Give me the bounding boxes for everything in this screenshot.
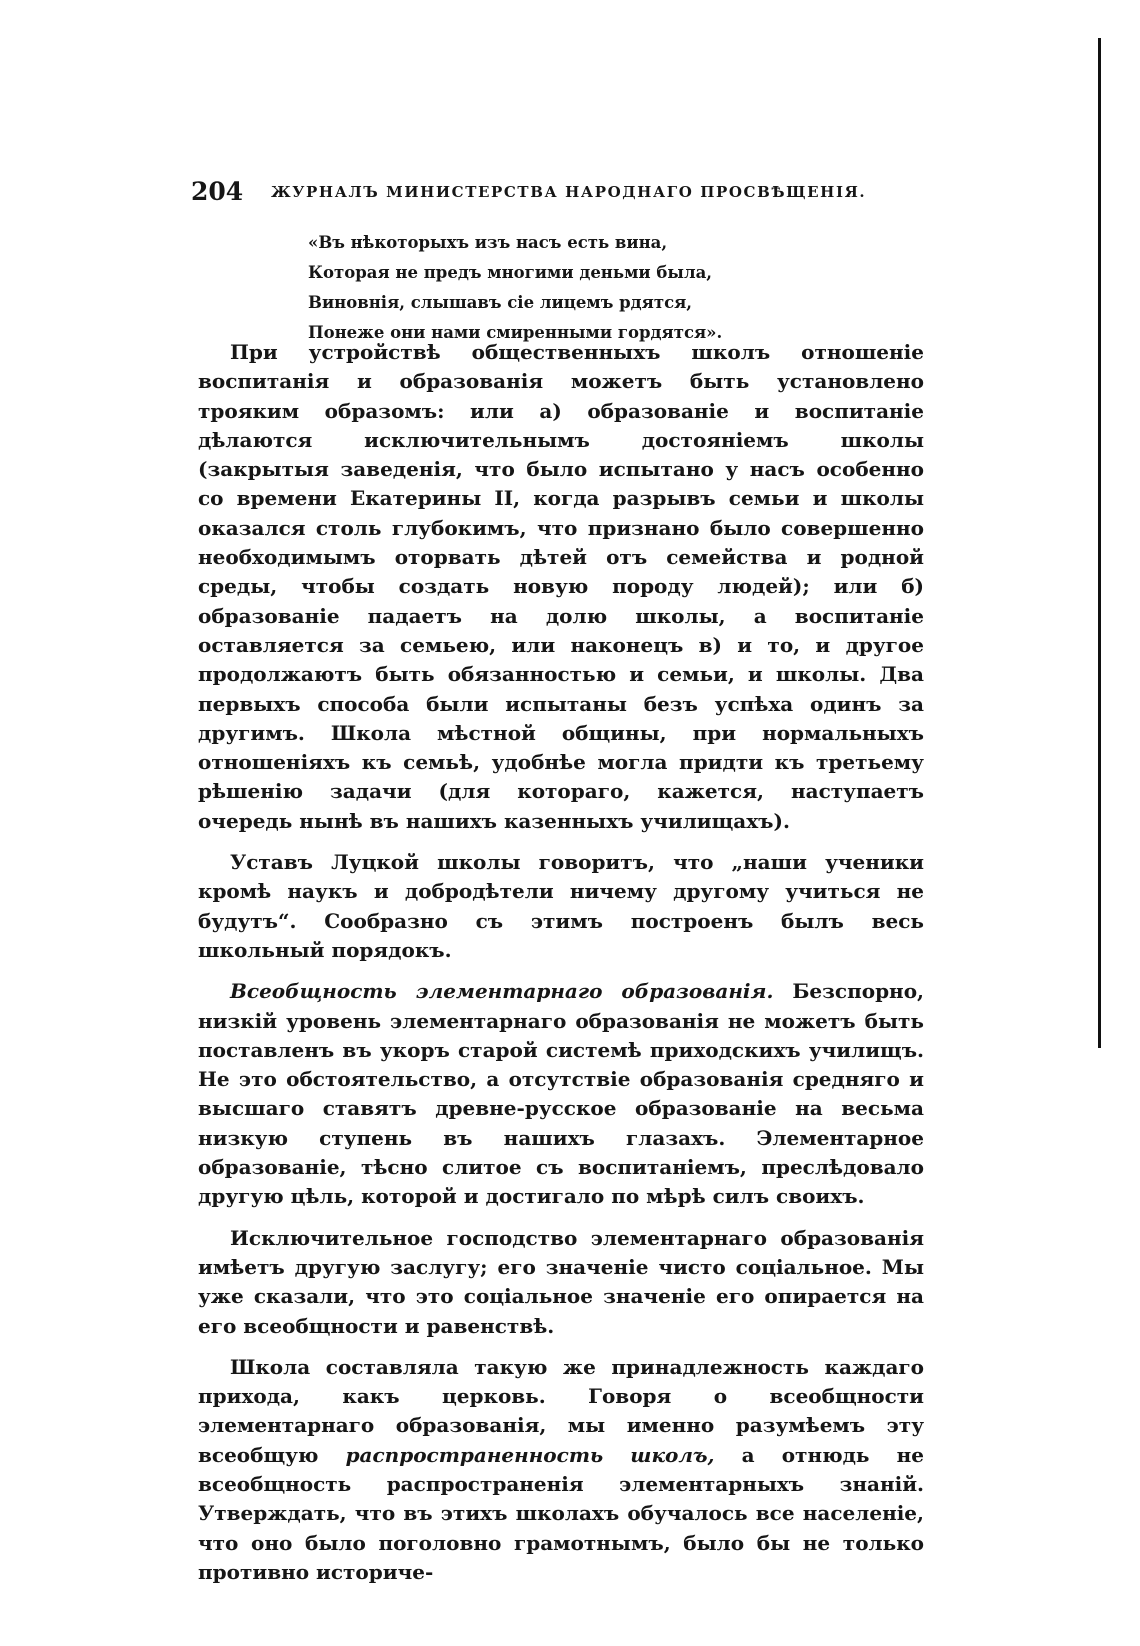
verse-line: Которая не предъ многими деньми была, [308, 263, 713, 282]
verse-line: «Въ нѣкоторыхъ изъ насъ есть вина, [308, 233, 668, 252]
page-header [191, 177, 911, 211]
paragraph-school-organization: При устройствѣ общественныхъ школъ отношеніе воспитанія и образованія можетъ быть установлено трояким образомъ: или а) образованіе и воспитаніе дѣлаются исключительнымъ достояніемъ школы (закрытыя заведенія, что было испытано у насъ особенно со времени Екатерины II, когда разрывъ семьи и школы оказался столь глубокимъ, что признано было совершенно необходимымъ оторвать дѣтей отъ семейства и родной среды, чтобы создать новую породу людей); или б) образованіе падаетъ на долю школы, а воспитаніе оставляется за семьею, или наконецъ в) и то, и другое продолжаютъ быть обязанностью и семьи, и школы. Два первыхъ способа были испытаны безъ успѣха одинъ за другимъ. Школа мѣстной общины, при нормальныхъ отношеніяхъ къ семьѣ, удобнѣе могла придти къ третьему рѣшенію задачи (для котораго, кажется, наступаетъ очередь нынѣ въ нашихъ казенныхъ училищахъ). [198, 340, 924, 833]
paragraph-text: Школа составляла такую же принадлежность каждаго прихода, какъ церковь. Говоря о всеобщности элементарнаго образованія, мы именно разумѣемъ эту всеобщую [198, 1354, 924, 1467]
verse-line: Виновнія, слышавъ сіе лицемъ рдятся, [308, 293, 693, 312]
paragraph-parish-school [198, 1353, 924, 1587]
paragraph-universality [198, 977, 924, 1211]
emphasis-italic: распространенность школъ, [345, 1442, 715, 1467]
page-number: 204 [191, 177, 244, 206]
paragraph-text: Безспорно, низкій уровень элементарнаго образованія не можетъ быть поставленъ въ укоръ старой системѣ приходскихъ училищъ. Не это обстоятельство, а отсутствіе образованія средняго и высшаго ставятъ древне-русское образованіе на весьма низкую ступень въ нашихъ глазахъ. Элементарное образованіе, тѣсно слитое съ воспитаніемъ, преслѣдовало другую цѣль, которой и достигало по мѣрѣ силъ своихъ. [198, 979, 925, 1209]
verse-line: Понеже они нами смиренными гордятся». [308, 323, 723, 342]
verse-quote [308, 228, 828, 348]
paragraph-text: а отнюдь не всеобщность распространенія элементарныхъ знаній. Утверждать, что въ этихъ школахъ обучалось все населеніе, что оно было поголовно грамотнымъ, было бы не только противно историче- [198, 1442, 924, 1584]
page-edge-line [1098, 38, 1101, 1048]
body-text [198, 338, 924, 1587]
paragraph-lutsk-statute: Уставъ Луцкой школы говоритъ, что „наши ученики кромѣ наукъ и добродѣтели ничему другому учиться не будутъ“. Сообразно съ этимъ построенъ былъ весь школьный порядокъ. [198, 850, 924, 962]
running-title: ЖУРНАЛЪ МИНИСТЕРСТВА НАРОДНАГО ПРОСВѢЩЕНІЯ. [271, 183, 867, 201]
paragraph-social-significance: Исключительное господство элементарнаго образованія имѣетъ другую заслугу; его значеніе чисто соціальное. Мы уже сказали, что это соціальное значеніе его опирается на его всеобщности и равенствѣ. [198, 1225, 924, 1338]
section-heading-italic: Всеобщность элементарнаго образованія. [230, 979, 774, 1004]
